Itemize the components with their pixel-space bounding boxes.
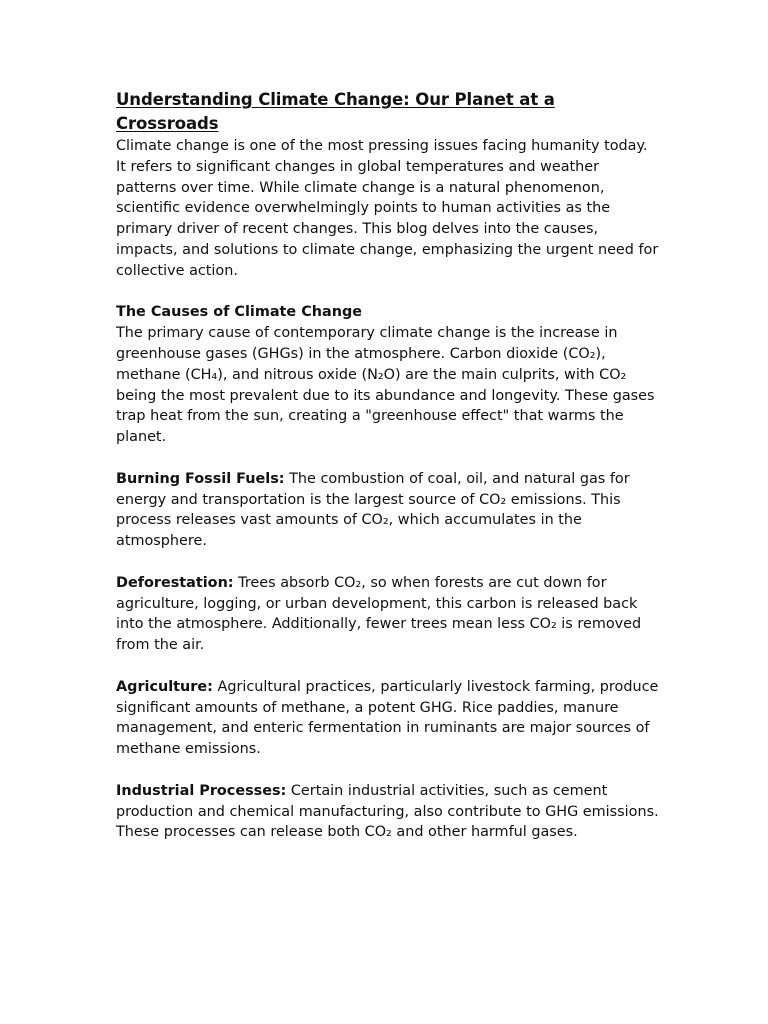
section-label: Agriculture:: [116, 678, 213, 695]
causes-heading: The Causes of Climate Change: [116, 304, 363, 321]
section-label: Deforestation:: [116, 574, 234, 591]
document-body: [116, 88, 661, 843]
section-industrial-processes: [116, 781, 661, 843]
section-label: Industrial Processes:: [116, 782, 287, 799]
section-text: Trees absorb CO₂, so when forests are cut down for agriculture, logging, or urban development, this carbon is released back into the atmosphere. Additionally, fewer trees mean less CO₂ is removed from the air.: [116, 574, 642, 654]
causes-paragraph: The primary cause of contemporary climate change is the increase in greenhouse gases (GHGs) in the atmosphere. Carbon dioxide (CO₂), methane (CH₄), and nitrous oxide (N₂O) are the main culprits, with CO₂ being the most prevalent due to its abundance and longevity. These gases trap heat from the sun, creating a "greenhouse effect" that warms the planet.: [116, 325, 655, 446]
section-agriculture: [116, 677, 661, 760]
section-text: Agricultural practices, particularly livestock farming, produce significant amounts of methane, a potent GHG. Rice paddies, manure management, and enteric fermentation in ruminants are major sources of methane emissions.: [116, 678, 659, 758]
intro-paragraph: Climate change is one of the most pressing issues facing humanity today. It refers to significant changes in global temperatures and weather patterns over time. While climate change is a natural phenomenon, scientific evidence overwhelmingly points to human activities as the primary driver of recent changes. This blog delves into the causes, impacts, and solutions to climate change, emphasizing the urgent need for collective action.: [116, 138, 659, 279]
spacer: [116, 282, 661, 303]
spacer: [116, 656, 661, 677]
spacer: [116, 552, 661, 573]
section-deforestation: [116, 573, 661, 656]
section-fossil-fuels: [116, 469, 661, 552]
document-title: Understanding Climate Change: Our Planet at a Crossroads: [116, 90, 555, 133]
section-label: Burning Fossil Fuels:: [116, 470, 285, 487]
section-text: Certain industrial activities, such as cement production and chemical manufacturing, also contribute to GHG emissions. These processes can release both CO₂ and other harmful gases.: [116, 782, 659, 841]
section-text: The combustion of coal, oil, and natural gas for energy and transportation is the largest source of CO₂ emissions. This process releases vast amounts of CO₂, which accumulates in the atmosphere.: [116, 470, 630, 550]
spacer: [116, 760, 661, 781]
spacer: [116, 448, 661, 469]
